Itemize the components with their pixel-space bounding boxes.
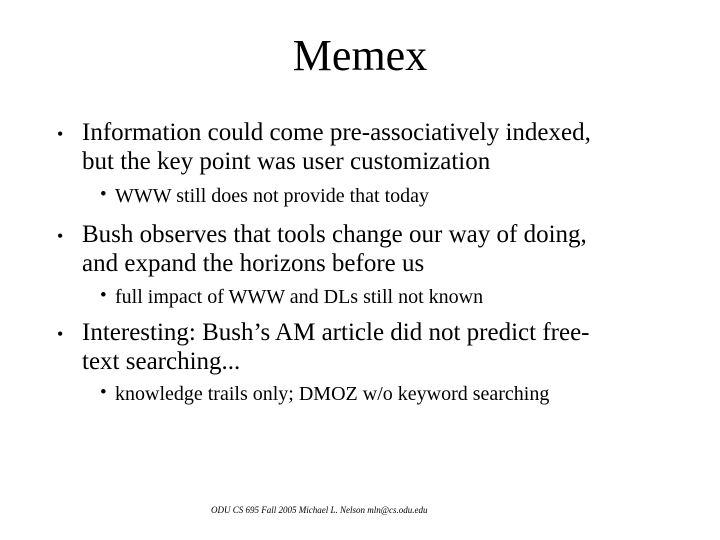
- bullet-text: [82, 318, 682, 376]
- sub-bullet-text: full impact of WWW and DLs still not known: [115, 286, 484, 308]
- bullet-line: text searching...: [82, 348, 241, 375]
- sub-bullet-marker: •: [100, 382, 107, 403]
- bullet-line: and expand the horizons before us: [82, 250, 425, 277]
- bullet-text: [82, 118, 682, 176]
- sub-bullet-text: knowledge trails only; DMOZ w/o keyword searching: [115, 383, 550, 405]
- sub-bullet-marker: •: [100, 184, 107, 205]
- bullet-line: Bush observes that tools change our way of doing,: [82, 221, 587, 248]
- slide-footer: ODU CS 695 Fall 2005 Michael L. Nelson mln@cs.odu.edu: [211, 505, 428, 515]
- slide-title: Memex: [292, 31, 428, 80]
- bullet-text: [82, 220, 682, 278]
- bullet-line: Interesting: Bush’s AM article did not predict free-: [82, 319, 590, 346]
- bullet-marker: •: [57, 226, 64, 246]
- bullet-marker: •: [57, 324, 64, 344]
- bullet-marker: •: [57, 124, 64, 144]
- bullet-line: Information could come pre-associatively indexed,: [82, 119, 591, 146]
- sub-bullet-text: WWW still does not provide that today: [115, 185, 430, 207]
- sub-bullet-marker: •: [100, 285, 107, 306]
- bullet-line: but the key point was user customization: [82, 148, 491, 175]
